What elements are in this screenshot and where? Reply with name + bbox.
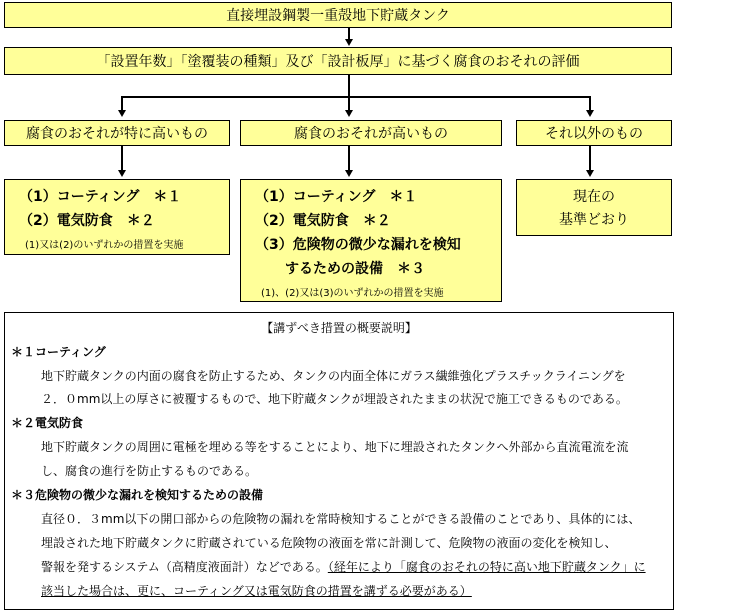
connector-left: [121, 96, 123, 110]
arrow-head: [345, 170, 353, 177]
connector-measures-left: [121, 146, 123, 170]
note-line: [41, 558, 646, 575]
note-line: 直径０．３mm以下の開口部からの危険物の漏れを常時検知することができる設備のことであり、具体的には、: [41, 512, 641, 526]
category-box-high: [240, 120, 502, 146]
connector-right: [589, 96, 591, 110]
arrow-head: [586, 170, 594, 177]
connector-middle: [348, 96, 350, 110]
measure-item: （1）コーティング ＊１: [19, 189, 182, 205]
note-title-coating: ＊１コーティング: [11, 345, 106, 359]
measures-box-other: [516, 179, 672, 236]
category-label: 腐食のおそれが特に高いもの: [26, 126, 208, 142]
category-box-other: [516, 120, 672, 146]
note-line: ２．０mm以上の厚さに被覆するもので、地下貯蔵タンクが埋設されたままの状況で施工できるものである。: [41, 392, 628, 406]
note-line-plain: 警報を発するシステム（高精度液面計）などである。: [41, 560, 328, 574]
measure-note: (1)、(2)又は(3)のいずれかの措置を実施: [261, 288, 444, 299]
note-line-underlined: （経年により「腐食のおそれの特に高い地下貯蔵タンク」に: [327, 560, 646, 574]
notes-heading: 【講ずべき措置の概要説明】: [261, 321, 417, 335]
measure-item: するための設備 ＊３: [285, 261, 425, 277]
connector-measures-right: [589, 146, 591, 170]
arrow-head: [345, 39, 353, 46]
arrow-head: [118, 110, 126, 117]
title-box: [4, 2, 672, 28]
evaluation-text: 「設置年数」「塗覆装の種類」及び「設計板厚」に基づく腐食のおそれの評価: [96, 54, 580, 70]
diagram-title: 直接埋設鋼製一重殻地下貯蔵タンク: [226, 8, 450, 24]
note-title-leak-detection: ＊３危険物の微少な漏れを検知するための設備: [11, 488, 264, 502]
connector-stem: [348, 75, 350, 97]
note-line: し、腐食の進行を防止するものである。: [41, 464, 258, 478]
note-line: 地下貯蔵タンクの周囲に電極を埋める等をすることにより、地下に埋設されたタンクへ外部から直流電流を流: [41, 440, 629, 454]
measure-item: 基準どおり: [559, 212, 629, 228]
measure-item: （1）コーティング ＊１: [255, 189, 418, 205]
note-line: 地下貯蔵タンクの内面の腐食を防止するため、タンクの内面全体にガラス繊維強化プラスチックライニングを: [41, 369, 626, 383]
notes-panel: [4, 312, 674, 610]
evaluation-box: [4, 47, 672, 75]
arrow-head: [345, 110, 353, 117]
note-title-cathodic-protection: ＊２電気防食: [11, 416, 84, 430]
measure-note: (1)又は(2)のいずれかの措置を実施: [25, 240, 184, 251]
measure-item: 現在の: [573, 189, 615, 205]
arrow-head: [118, 170, 126, 177]
connector-measures-middle: [348, 146, 350, 170]
category-label: それ以外のもの: [545, 126, 643, 142]
arrow-head: [586, 110, 594, 117]
measure-item: （2）電気防食 ＊２: [255, 213, 391, 229]
measures-box-high: [240, 179, 502, 302]
measure-item: （2）電気防食 ＊２: [19, 213, 155, 229]
connector-horizontal: [121, 96, 590, 98]
measure-item: （3）危険物の微少な漏れを検知: [255, 237, 461, 253]
category-label: 腐食のおそれが高いもの: [294, 126, 448, 142]
measures-box-very-high: [4, 179, 230, 255]
note-line-underlined: 該当した場合は、更に、コーティング又は電気防食の措置を講ずる必要がある）: [41, 584, 472, 598]
note-line: 埋設された地下貯蔵タンクに貯蔵されている危険物の液面を常に計測して、危険物の液面の変化を検知し、: [41, 536, 617, 550]
category-box-very-high: [4, 120, 230, 146]
